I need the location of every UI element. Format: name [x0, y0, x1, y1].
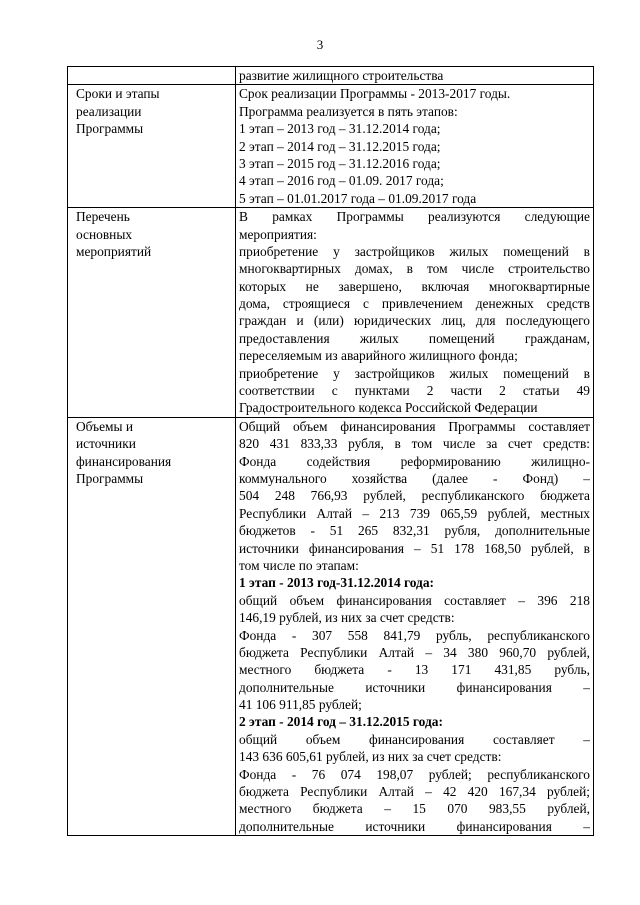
value-line: коммунального хозяйства (далее - Фонд) – — [239, 470, 590, 486]
stage-heading: 2 этап - 2014 год – 31.12.2015 года: — [239, 714, 443, 730]
value-line: дополнительные источники финансирования – — [239, 679, 590, 695]
value-line: мероприятия: — [239, 226, 317, 242]
row-value-cell — [236, 85, 594, 208]
table-row — [68, 67, 594, 85]
row-label-line: финансирования — [76, 453, 172, 469]
row-label-line: источники — [76, 436, 136, 452]
value-line: 143 636 605,61 рублей, из них за счет средств: — [239, 749, 502, 765]
value-line: Фонда - 76 074 198,07 рублей; республиканского — [239, 766, 590, 782]
value-line: предоставления жилых помещений гражданам, — [239, 330, 590, 346]
row-label-line: Программы — [76, 470, 144, 486]
row-label-cell — [68, 417, 236, 835]
table-row — [68, 208, 594, 418]
row-label-cell — [68, 85, 236, 208]
table-body — [68, 67, 594, 836]
value-line: 820 431 833,33 рубля, в том числе за счет средств: — [239, 436, 590, 452]
program-passport-table — [67, 66, 594, 836]
row-label-line: Перечень — [76, 209, 130, 225]
value-line: многоквартирных домах, в том числе строительство — [239, 261, 590, 277]
value-line: местного бюджета - 13 171 431,85 рубль, — [239, 662, 590, 678]
value-line: 504 248 766,93 рублей, республиканского бюджета — [239, 488, 590, 504]
value-line: 5 этап – 01.01.2017 года – 01.09.2017 года — [239, 190, 477, 206]
value-line: дома, строящиеся с привлечением денежных средств — [239, 296, 590, 312]
value-line: Общий объем финансирования Программы составляет — [239, 418, 590, 434]
row-label-line: Объемы и — [76, 418, 134, 434]
value-line: Фонда содействия реформированию жилищно- — [239, 453, 590, 469]
value-line: Срок реализации Программы - 2013-2017 годы. — [239, 86, 511, 102]
value-line: В рамках Программы реализуются следующие — [239, 209, 590, 225]
value-line: переселяемым из аварийного жилищного фонда; — [239, 348, 518, 364]
value-line: 2 этап – 2014 год – 31.12.2015 года; — [239, 138, 441, 154]
value-line: бюджета Республики Алтай – 42 420 167,34 рублей; — [239, 784, 590, 800]
row-label-line: мероприятий — [76, 243, 152, 259]
value-line: общий объем финансирования составляет – 396 218 — [239, 592, 590, 608]
row-label-cell — [68, 67, 236, 85]
value-line: которых не завершено, включая многоквартирные — [239, 278, 590, 294]
value-line: приобретение у застройщиков жилых помещений в — [239, 365, 590, 381]
row-label-cell — [68, 208, 236, 418]
row-label-line: основных — [76, 226, 133, 242]
row-label-line: Сроки и этапы — [76, 86, 160, 102]
value-line: источники финансирования – 51 178 168,50 рублей, в — [239, 540, 590, 556]
value-line: соответствии с пунктами 2 части 2 статьи 49 — [239, 383, 590, 399]
page-number: 3 — [316, 37, 324, 52]
value-line: Республики Алтай – 213 739 065,59 рублей, местных — [239, 505, 590, 521]
value-line: общий объем финансирования составляет – — [239, 731, 590, 747]
value-line: том числе по этапам: — [239, 557, 359, 573]
value-line: Фонда - 307 558 841,79 рубль, республиканского — [239, 627, 590, 643]
table-row — [68, 85, 594, 208]
value-line: граждан и (или) юридических лиц, для последующего — [239, 313, 590, 329]
row-label-line: Программы — [76, 121, 144, 137]
value-line: 146,19 рублей, из них за счет средств: — [239, 610, 455, 626]
value-line: развитие жилищного строительства — [239, 68, 444, 83]
value-line: 4 этап – 2016 год – 01.09. 2017 года; — [239, 173, 444, 189]
value-line: Программа реализуется в пять этапов: — [239, 103, 458, 119]
value-line: бюджетов - 51 265 832,31 рубля, дополнительные — [239, 523, 590, 539]
value-line: Градостроительного кодекса Российской Федерации — [239, 400, 538, 416]
row-label-line: реализации — [76, 103, 142, 119]
value-line: 1 этап – 2013 год – 31.12.2014 года; — [239, 121, 441, 137]
value-line: дополнительные источники финансирования – — [239, 818, 590, 834]
value-line: местного бюджета – 15 070 983,55 рублей, — [239, 801, 590, 817]
value-line: приобретение у застройщиков жилых помещений в — [239, 243, 590, 259]
value-line: 41 106 911,85 рублей; — [239, 697, 362, 713]
stage-heading: 1 этап - 2013 год-31.12.2014 года: — [239, 575, 434, 591]
row-value-cell — [236, 417, 594, 835]
row-value-cell — [236, 67, 594, 85]
value-line: бюджета Республики Алтай – 34 380 960,70 рублей, — [239, 644, 590, 660]
table-row — [68, 417, 594, 835]
row-value-cell — [236, 208, 594, 418]
value-line: 3 этап – 2015 год – 31.12.2016 года; — [239, 155, 441, 171]
